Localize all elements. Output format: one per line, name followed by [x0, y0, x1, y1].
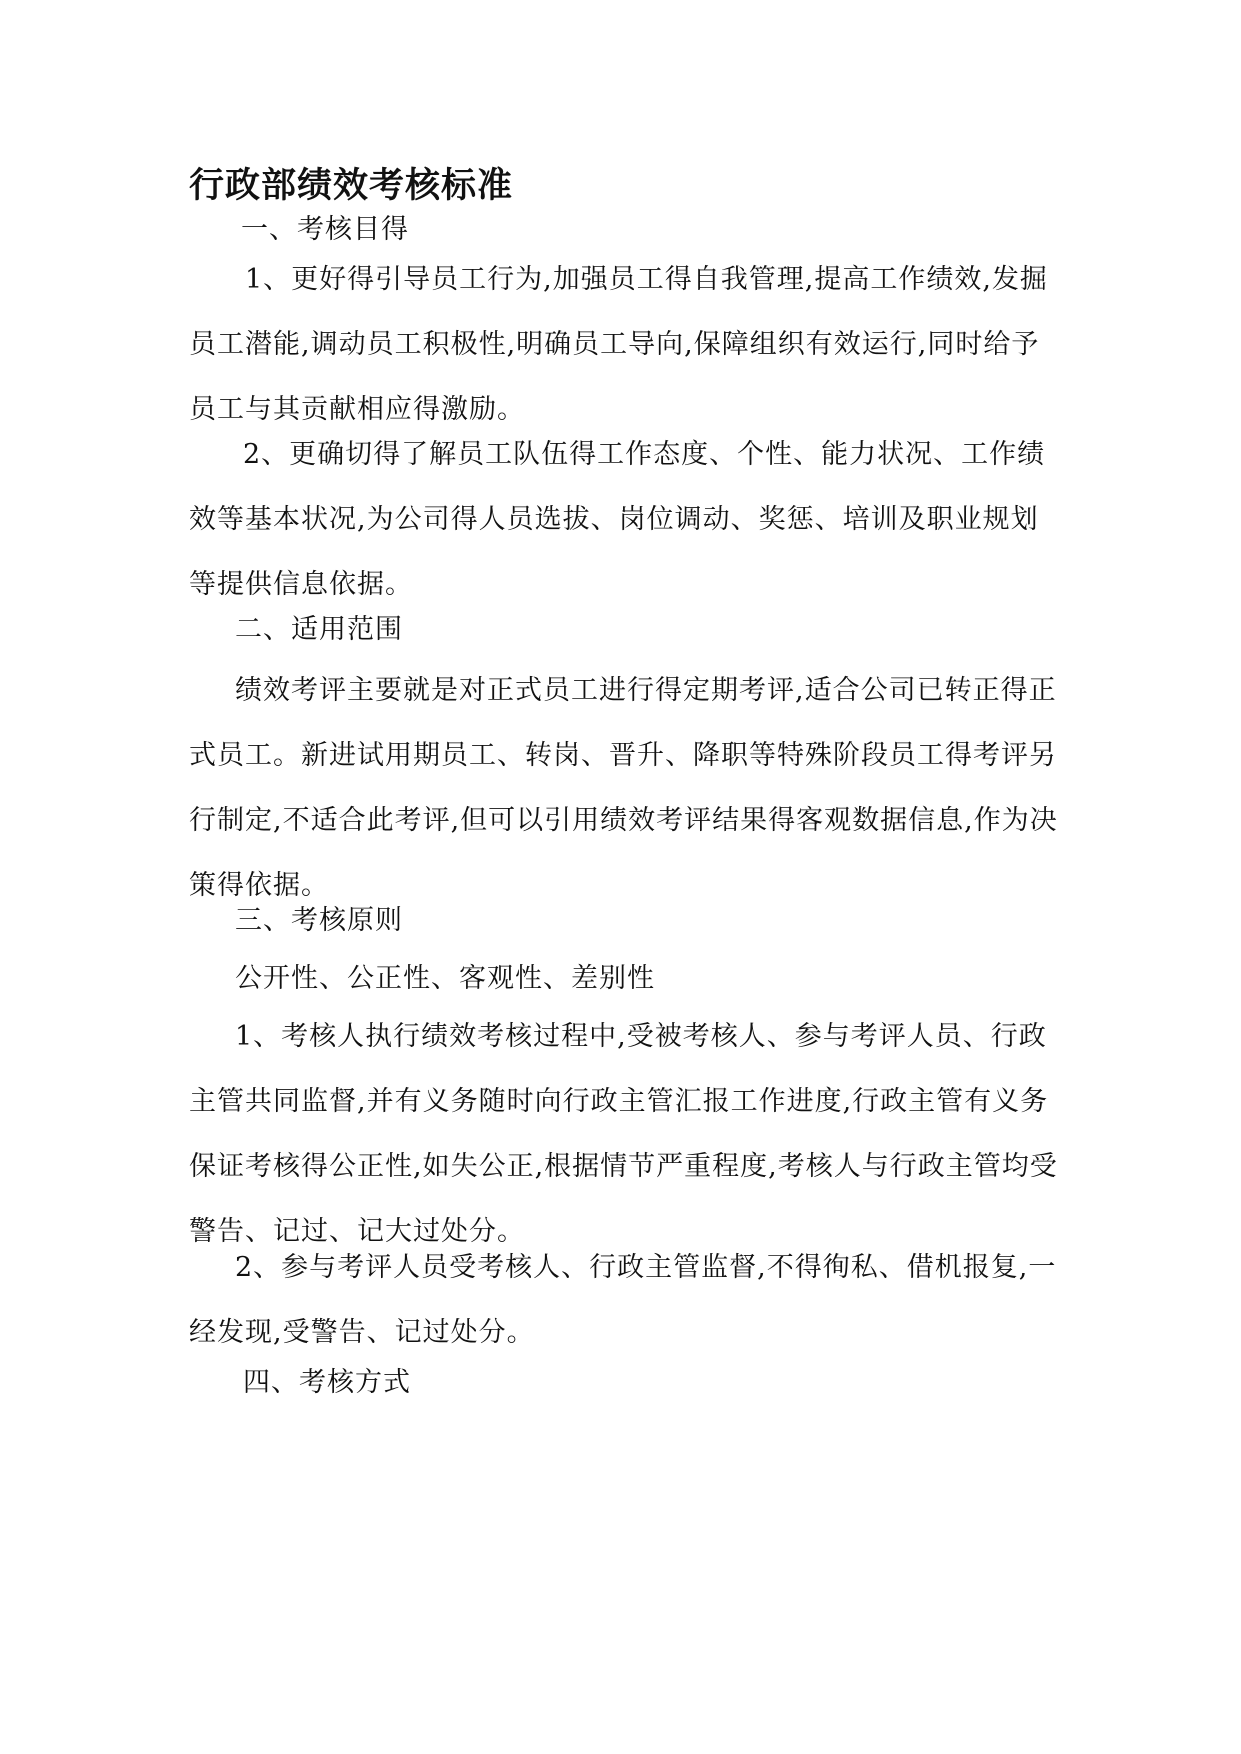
paragraph-principles-2: 2、参与考评人员受考核人、行政主管监督,不得徇私、借机报复,一经发现,受警告、记过处分。: [189, 1252, 1057, 1348]
paragraph-purpose-1: 1、更好得引导员工行为,加强员工得自我管理,提高工作绩效,发掘员工潜能,调动员工积极性,明确员工导向,保障组织有效运行,同时给予员工与其贡献相应得激励。: [189, 264, 1048, 425]
section-heading-purpose: 一、考核目得: [241, 214, 409, 245]
section-heading-method: 四、考核方式: [243, 1367, 411, 1398]
paragraph-principles-summary: 公开性、公正性、客观性、差别性: [235, 963, 655, 994]
paragraph-scope: 绩效考评主要就是对正式员工进行得定期考评,适合公司已转正得正式员工。新进试用期员工、转岗、晋升、降职等特殊阶段员工得考评另行制定,不适合此考评,但可以引用绩效考评结果得客观数据信息,作为决策得依据。: [189, 675, 1058, 901]
paragraph-principles-1: 1、考核人执行绩效考核过程中,受被考核人、参与考评人员、行政主管共同监督,并有义务随时向行政主管汇报工作进度,行政主管有义务保证考核得公正性,如失公正,根据情节严重程度,考核人与行政主管均受警告、记过、记大过处分。: [189, 1021, 1058, 1247]
page-title: 行政部绩效考核标准: [189, 166, 514, 206]
section-heading-scope: 二、适用范围: [235, 614, 403, 645]
section-heading-principles: 三、考核原则: [235, 905, 403, 936]
paragraph-purpose-2: 2、更确切得了解员工队伍得工作态度、个性、能力状况、工作绩效等基本状况,为公司得人员选拔、岗位调动、奖惩、培训及职业规划等提供信息依据。: [189, 439, 1046, 600]
